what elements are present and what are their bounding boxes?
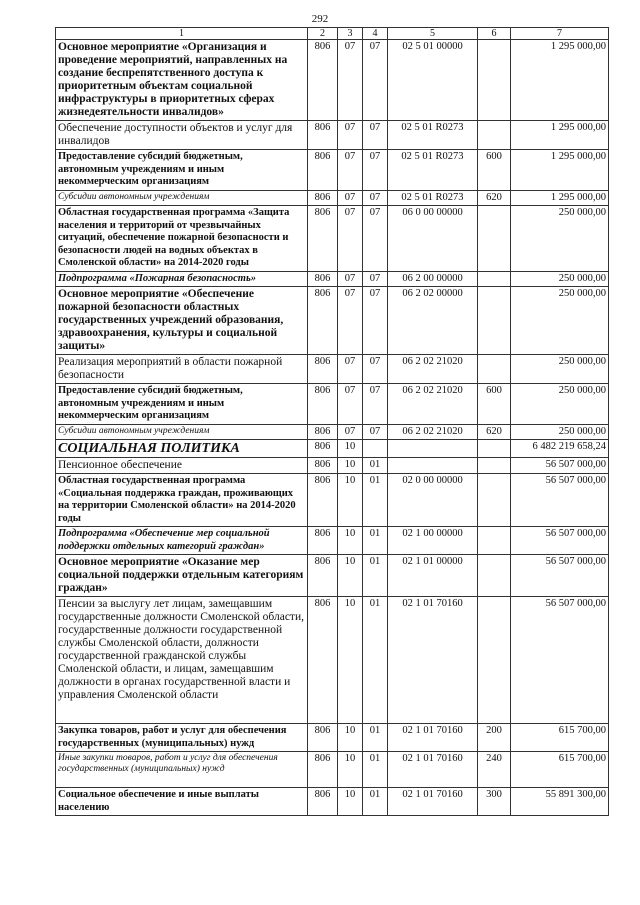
row-subsection-cell: 07 (363, 355, 388, 384)
row-section-cell: 10 (338, 724, 363, 752)
table-row (56, 271, 609, 287)
table-row (56, 384, 609, 425)
table-row (56, 40, 609, 121)
row-section-cell: 07 (338, 190, 363, 206)
row-target-code-cell: 02 1 01 70160 (388, 788, 478, 816)
row-amount-cell: 615 700,00 (511, 724, 609, 752)
row-amount-cell: 56 507 000,00 (511, 458, 609, 474)
row-subsection-cell: 07 (363, 150, 388, 191)
row-section-cell: 07 (338, 150, 363, 191)
row-name-cell: Основное мероприятие «Оказание мер социальной поддержки отдельным категориям граждан» (56, 555, 308, 597)
row-amount-cell: 1 295 000,00 (511, 190, 609, 206)
row-subsection-cell: 07 (363, 206, 388, 272)
row-subsection-cell: 07 (363, 40, 388, 121)
row-subsection-cell: 01 (363, 527, 388, 555)
row-name-cell: Субсидии автономным учреждениям (56, 190, 308, 206)
row-name-cell: СОЦИАЛЬНАЯ ПОЛИТИКА (56, 440, 308, 458)
row-expense-type-cell (478, 555, 511, 597)
header-col-4: 4 (363, 28, 388, 40)
row-amount-cell: 250 000,00 (511, 355, 609, 384)
row-amount-cell: 6 482 219 658,24 (511, 440, 609, 458)
row-expense-type-cell (478, 597, 511, 724)
row-name-cell: Субсидии автономным учреждениям (56, 424, 308, 440)
row-amount-cell: 250 000,00 (511, 287, 609, 355)
row-name-cell: Основное мероприятие «Организация и проведение мероприятий, направленных на создание беспрепятственного доступа к приоритетным объектам социальной инфраструктуры в приоритетных сферах жизнедеятельности инвалидов» (56, 40, 308, 121)
row-amount-cell: 1 295 000,00 (511, 150, 609, 191)
row-section-cell: 10 (338, 527, 363, 555)
row-amount-cell: 1 295 000,00 (511, 40, 609, 121)
row-expense-type-cell: 620 (478, 190, 511, 206)
header-row (56, 28, 609, 40)
row-section-cell: 10 (338, 555, 363, 597)
row-section-cell: 07 (338, 355, 363, 384)
row-amount-cell: 55 891 300,00 (511, 788, 609, 816)
row-admin-code-cell: 806 (308, 355, 338, 384)
row-expense-type-cell: 600 (478, 150, 511, 191)
row-subsection-cell: 07 (363, 121, 388, 150)
row-section-cell: 07 (338, 40, 363, 121)
row-section-cell: 07 (338, 206, 363, 272)
row-section-cell: 07 (338, 424, 363, 440)
table-row (56, 527, 609, 555)
row-expense-type-cell (478, 206, 511, 272)
row-subsection-cell: 07 (363, 424, 388, 440)
row-target-code-cell: 06 2 00 00000 (388, 271, 478, 287)
row-subsection-cell: 01 (363, 788, 388, 816)
row-target-code-cell (388, 440, 478, 458)
row-section-cell: 10 (338, 788, 363, 816)
row-admin-code-cell: 806 (308, 287, 338, 355)
row-section-cell: 10 (338, 597, 363, 724)
header-col-6: 6 (478, 28, 511, 40)
row-subsection-cell: 07 (363, 287, 388, 355)
row-expense-type-cell (478, 474, 511, 527)
row-amount-cell: 56 507 000,00 (511, 597, 609, 724)
table-row (56, 752, 609, 788)
row-subsection-cell: 01 (363, 474, 388, 527)
row-amount-cell: 250 000,00 (511, 271, 609, 287)
row-name-cell: Обеспечение доступности объектов и услуг для инвалидов (56, 121, 308, 150)
row-target-code-cell: 02 1 01 70160 (388, 597, 478, 724)
row-admin-code-cell: 806 (308, 206, 338, 272)
row-amount-cell: 250 000,00 (511, 384, 609, 425)
row-admin-code-cell: 806 (308, 555, 338, 597)
row-subsection-cell: 01 (363, 752, 388, 788)
row-amount-cell: 615 700,00 (511, 752, 609, 788)
row-subsection-cell: 07 (363, 384, 388, 425)
header-col-2: 2 (308, 28, 338, 40)
row-target-code-cell: 06 2 02 21020 (388, 424, 478, 440)
header-col-1: 1 (56, 28, 308, 40)
row-name-cell: Закупка товаров, работ и услуг для обеспечения государственных (муниципальных) нужд (56, 724, 308, 752)
row-section-cell: 10 (338, 752, 363, 788)
row-target-code-cell: 02 1 01 70160 (388, 752, 478, 788)
table-row (56, 724, 609, 752)
table-row (56, 424, 609, 440)
row-section-cell: 10 (338, 474, 363, 527)
row-subsection-cell (363, 440, 388, 458)
row-name-cell: Иные закупки товаров, работ и услуг для обеспечения государственных (муниципальных) нужд (56, 752, 308, 788)
row-admin-code-cell: 806 (308, 440, 338, 458)
row-name-cell: Областная государственная программа «Защита населения и территорий от чрезвычайных ситуаций, обеспечение пожарной безопасности и безопасности людей на водных объектах в Смоленской области» на 2014-2020 годы (56, 206, 308, 272)
row-expense-type-cell (478, 40, 511, 121)
row-admin-code-cell: 806 (308, 40, 338, 121)
row-target-code-cell: 02 1 01 70160 (388, 724, 478, 752)
row-section-cell: 07 (338, 287, 363, 355)
row-amount-cell: 56 507 000,00 (511, 555, 609, 597)
row-subsection-cell: 07 (363, 271, 388, 287)
row-expense-type-cell (478, 271, 511, 287)
row-name-cell: Социальное обеспечение и иные выплаты населению (56, 788, 308, 816)
row-subsection-cell: 01 (363, 458, 388, 474)
row-admin-code-cell: 806 (308, 121, 338, 150)
row-expense-type-cell: 240 (478, 752, 511, 788)
row-expense-type-cell: 620 (478, 424, 511, 440)
header-col-7: 7 (511, 28, 609, 40)
row-section-cell: 07 (338, 384, 363, 425)
row-name-cell: Подпрограмма «Обеспечение мер социальной поддержки отдельных категорий граждан» (56, 527, 308, 555)
row-admin-code-cell: 806 (308, 150, 338, 191)
row-name-cell: Пенсии за выслугу лет лицам, замещавшим государственные должности Смоленской области, государственные должности государственной службы Смоленской области, должности государственной гражданской службы Смоленской области, и лицам, замещавшим должности в органах государственной власти и управления Смоленской области (56, 597, 308, 724)
table-row (56, 458, 609, 474)
row-target-code-cell (388, 458, 478, 474)
row-target-code-cell: 02 5 01 R0273 (388, 150, 478, 191)
row-target-code-cell: 02 5 01 R0273 (388, 190, 478, 206)
row-name-cell: Основное мероприятие «Обеспечение пожарной безопасности областных государственных учреждений образования, здравоохранения, культуры и социальной защиты» (56, 287, 308, 355)
table-row (56, 597, 609, 724)
row-admin-code-cell: 806 (308, 424, 338, 440)
row-expense-type-cell: 600 (478, 384, 511, 425)
row-name-cell: Подпрограмма «Пожарная безопасность» (56, 271, 308, 287)
row-subsection-cell: 01 (363, 724, 388, 752)
row-expense-type-cell: 200 (478, 724, 511, 752)
row-amount-cell: 250 000,00 (511, 206, 609, 272)
row-expense-type-cell: 300 (478, 788, 511, 816)
table-row (56, 555, 609, 597)
row-name-cell: Пенсионное обеспечение (56, 458, 308, 474)
row-expense-type-cell (478, 440, 511, 458)
row-target-code-cell: 06 2 02 21020 (388, 355, 478, 384)
row-target-code-cell: 02 5 01 00000 (388, 40, 478, 121)
row-target-code-cell: 06 2 02 00000 (388, 287, 478, 355)
table-row (56, 150, 609, 191)
row-name-cell: Предоставление субсидий бюджетным, автономным учреждениям и иным некоммерческим организациям (56, 384, 308, 425)
row-target-code-cell: 06 0 00 00000 (388, 206, 478, 272)
row-target-code-cell: 02 1 01 00000 (388, 555, 478, 597)
table-row (56, 474, 609, 527)
row-admin-code-cell: 806 (308, 597, 338, 724)
row-admin-code-cell: 806 (308, 271, 338, 287)
row-target-code-cell: 02 0 00 00000 (388, 474, 478, 527)
row-section-cell: 10 (338, 458, 363, 474)
row-section-cell: 07 (338, 271, 363, 287)
row-section-cell: 07 (338, 121, 363, 150)
row-expense-type-cell (478, 287, 511, 355)
table-row (56, 287, 609, 355)
table-row (56, 355, 609, 384)
row-admin-code-cell: 806 (308, 384, 338, 425)
table-row (56, 190, 609, 206)
row-expense-type-cell (478, 527, 511, 555)
row-amount-cell: 56 507 000,00 (511, 527, 609, 555)
row-admin-code-cell: 806 (308, 752, 338, 788)
row-name-cell: Предоставление субсидий бюджетным, автономным учреждениям и иным некоммерческим организациям (56, 150, 308, 191)
row-target-code-cell: 02 1 00 00000 (388, 527, 478, 555)
row-admin-code-cell: 806 (308, 458, 338, 474)
row-amount-cell: 250 000,00 (511, 424, 609, 440)
budget-table (55, 27, 609, 816)
row-target-code-cell: 02 5 01 R0273 (388, 121, 478, 150)
table-row (56, 121, 609, 150)
row-admin-code-cell: 806 (308, 474, 338, 527)
row-expense-type-cell (478, 355, 511, 384)
row-name-cell: Областная государственная программа «Социальная поддержка граждан, проживающих на территории Смоленской области» на 2014-2020 годы (56, 474, 308, 527)
row-subsection-cell: 01 (363, 597, 388, 724)
row-admin-code-cell: 806 (308, 788, 338, 816)
page-number: 292 (311, 13, 329, 25)
row-section-cell: 10 (338, 440, 363, 458)
header-col-5: 5 (388, 28, 478, 40)
table-row (56, 440, 609, 458)
row-name-cell: Реализация мероприятий в области пожарной безопасности (56, 355, 308, 384)
row-expense-type-cell (478, 458, 511, 474)
row-admin-code-cell: 806 (308, 527, 338, 555)
row-subsection-cell: 01 (363, 555, 388, 597)
row-target-code-cell: 06 2 02 21020 (388, 384, 478, 425)
row-admin-code-cell: 806 (308, 724, 338, 752)
table-row (56, 206, 609, 272)
table-row (56, 788, 609, 816)
row-expense-type-cell (478, 121, 511, 150)
header-col-3: 3 (338, 28, 363, 40)
row-amount-cell: 1 295 000,00 (511, 121, 609, 150)
row-amount-cell: 56 507 000,00 (511, 474, 609, 527)
row-subsection-cell: 07 (363, 190, 388, 206)
row-admin-code-cell: 806 (308, 190, 338, 206)
